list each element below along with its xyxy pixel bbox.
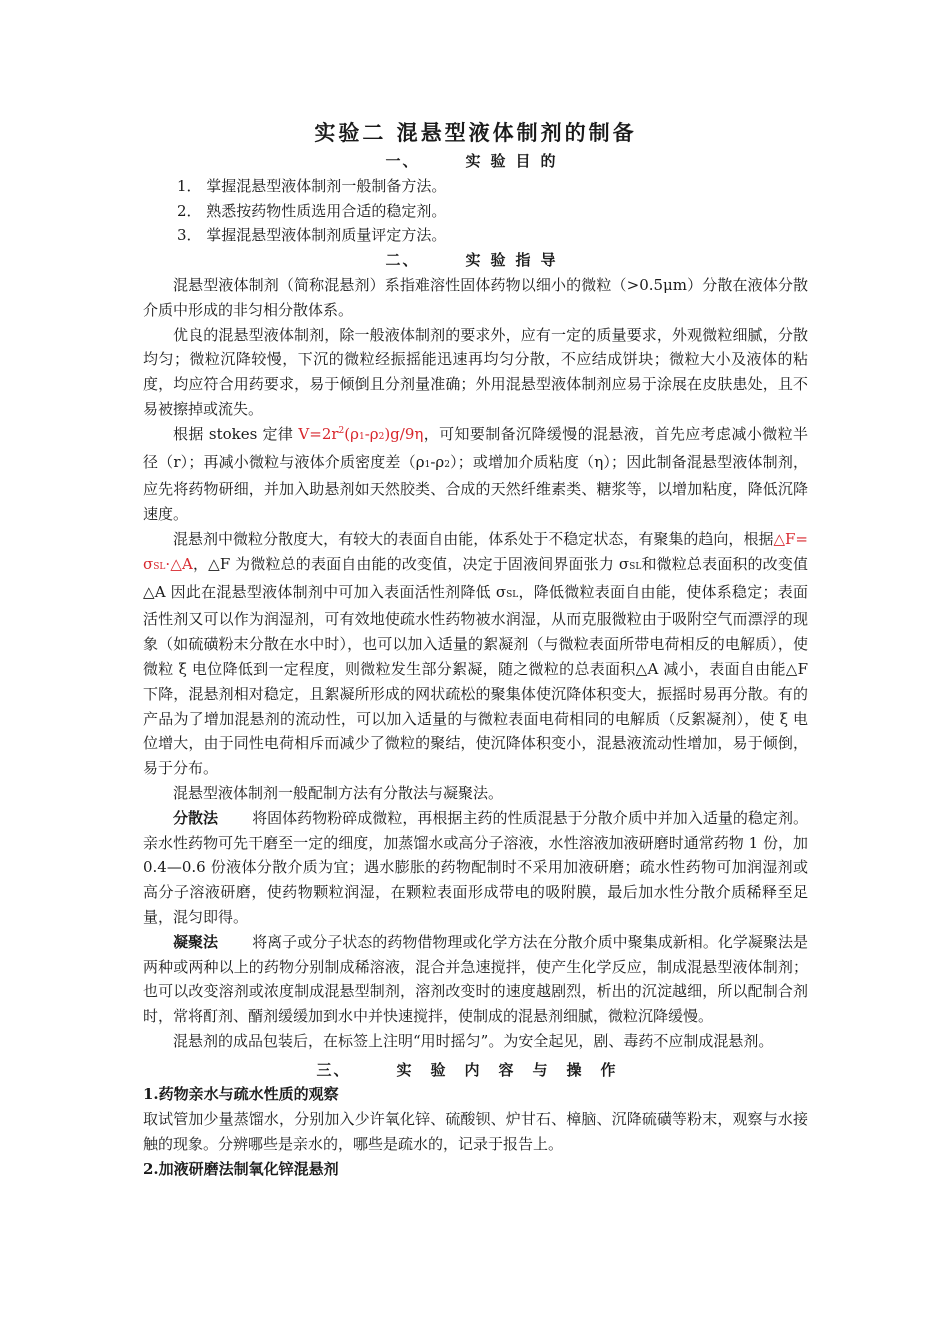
section-heading-guidance (143, 248, 808, 273)
paragraph-methods: 混悬型液体制剂一般配制方法有分散法与凝聚法。 (173, 783, 504, 802)
section-title: 实验目的 (465, 152, 566, 170)
subsection-heading: 2.加液研磨法制氧化锌混悬剂 (143, 1159, 339, 1178)
subsection-heading: 1.药物亲水与疏水性质的观察 (143, 1085, 339, 1104)
paragraph-definition: 混悬型液体制剂（简称混悬剂）系指难溶性固体药物以细小的微粒（>0.5μm）分散在液体分散介质中形成的非匀相分散体系。 (143, 275, 808, 319)
paragraph-surface-energy: 混悬剂中微粒分散度大，有较大的表面自由能，体系处于不稳定状态，有聚集的趋向，根据△F= σSL·△A，△F 为微粒总的表面自由能的改变值，决定于固液间界面张力 σSL和微粒总表面积的改变值△A 因此在混悬型液体制剂中可加入表面活性剂降低 σSL，降低微粒表面自由能，使体系稳定；表面活性剂又可以作为润湿剂，可有效地使疏水性药物被水润湿，从而克服微粒由于吸附空气而漂浮的现象（如硫磺粉末分散在水中时），也可以加入适量的絮凝剂（与微粒表面所带电荷相反的电解质），使微粒 ξ 电位降低到一定程度，则微粒发生部分絮凝，随之微粒的总表面积△A 减小，表面自由能△F 下降，混悬剂相对稳定，且絮凝所形成的网状疏松的聚集体使沉降体积变大，振摇时易再分散。有的产品为了增加混悬剂的流动性，可以加入适量的与微粒表面电荷相同的电解质（反絮凝剂），使 ξ 电位增大，由于同性电荷相斥而减少了微粒的聚结，使沉降体积变小，混悬液流动性增加，易于倾倒，易于分布。 (143, 529, 808, 778)
method-label: 凝聚法 (173, 932, 219, 951)
section-heading-objectives (143, 149, 808, 174)
paragraph-stokes: 根据 stokes 定律 $V=2r^2(\rho 1-\rho 2)g/9\eta$，可知要制备沉降缓慢的混悬液，首先应考虑减小微粒半径（r）；再减小微粒与液体介质密度差（ρ1-ρ2）；或增加介质粘度（η）；因此制备混悬型液体制剂，应先将药物研细，并加入助悬剂如天然胶类、合成的天然纤维素类、糖浆等，以增加粘度，降低沉降速度。 (143, 424, 808, 524)
paragraph-labeling: 混悬剂的成品包装后，在标签上注明“用时摇匀”。为安全起见，剧、毒药不应制成混悬剂。 (173, 1031, 774, 1050)
paragraph-dispersion: 分散法 将固体药物粉碎成微粒，再根据主药的性质混悬于分散介质中并加入适量的稳定剂。亲水性药物可先干磨至一定的细度，加蒸馏水或高分子溶液，水性溶液加液研磨时通常药物 1 份，加 0.4—0.6 份液体分散介质为宜；遇水膨胀的药物配制时不采用加液研磨；疏水性药物可加润湿剂或高分子溶液研磨，使药物颗粒润湿，在颗粒表面形成带电的吸附膜，最后加水性分散介质稀释至足量，混匀即得。 (143, 808, 808, 926)
objective-item: 3． 掌握混悬型液体制剂质量评定方法。 (177, 226, 447, 245)
section-title: 实验指导 (465, 251, 566, 270)
objective-item: 1． 掌握混悬型液体制剂一般制备方法。 (177, 176, 447, 195)
section-number: 一、 (385, 152, 420, 170)
objective-item: 2． 熟悉按药物性质选用合适的稳定剂。 (177, 201, 447, 220)
paragraph-condensation: 凝聚法 将离子或分子状态的药物借物理或化学方法在分散介质中聚集成新相。化学凝聚法是两种或两种以上的药物分别制成稀溶液，混合并急速搅拌，使产生化学反应，制成混悬型液体制剂；也可以改变溶剂或浓度制成混悬型制剂，溶剂改变时的速度越剧烈，析出的沉淀越细，所以配制合剂时，常将酊剂、醑剂缓缓加到水中并快速搅拌，使制成的混悬剂细腻，微粒沉降缓慢。 (143, 932, 808, 1026)
method-label: 分散法 (173, 808, 219, 827)
section-number: 三、 (316, 1060, 351, 1079)
paragraph-quality: 优良的混悬型液体制剂，除一般液体制剂的要求外，应有一定的质量要求，外观微粒细腻，分散均匀；微粒沉降较慢，下沉的微粒经振摇能迅速再均匀分散，不应结成饼块；微粒大小及液体的粘度，均应符合用药要求，易于倾倒且分剂量准确；外用混悬型液体制剂应易于涂展在皮肤患处，且不易被擦掉或流失。 (143, 325, 808, 418)
document-title: 实验二 混悬型液体制剂的制备 (314, 120, 637, 145)
section-number: 二、 (385, 251, 420, 270)
section-title: 实验内容与操作 (396, 1060, 635, 1079)
surface-energy-formula: △F= σSL·△A (143, 529, 808, 573)
document-body (143, 118, 808, 1182)
section-heading-procedure (143, 1058, 808, 1083)
paragraph-observation: 取试管加少量蒸馏水，分别加入少许氧化锌、硫酸钡、炉甘石、樟脑、沉降硫磺等粉末，观察与水接触的现象。分辨哪些是亲水的，哪些是疏水的，记录于报告上。 (143, 1110, 808, 1154)
stokes-formula: $V=2r^2(\rho 1-\rho 2)g/9\eta$ (298, 424, 424, 443)
